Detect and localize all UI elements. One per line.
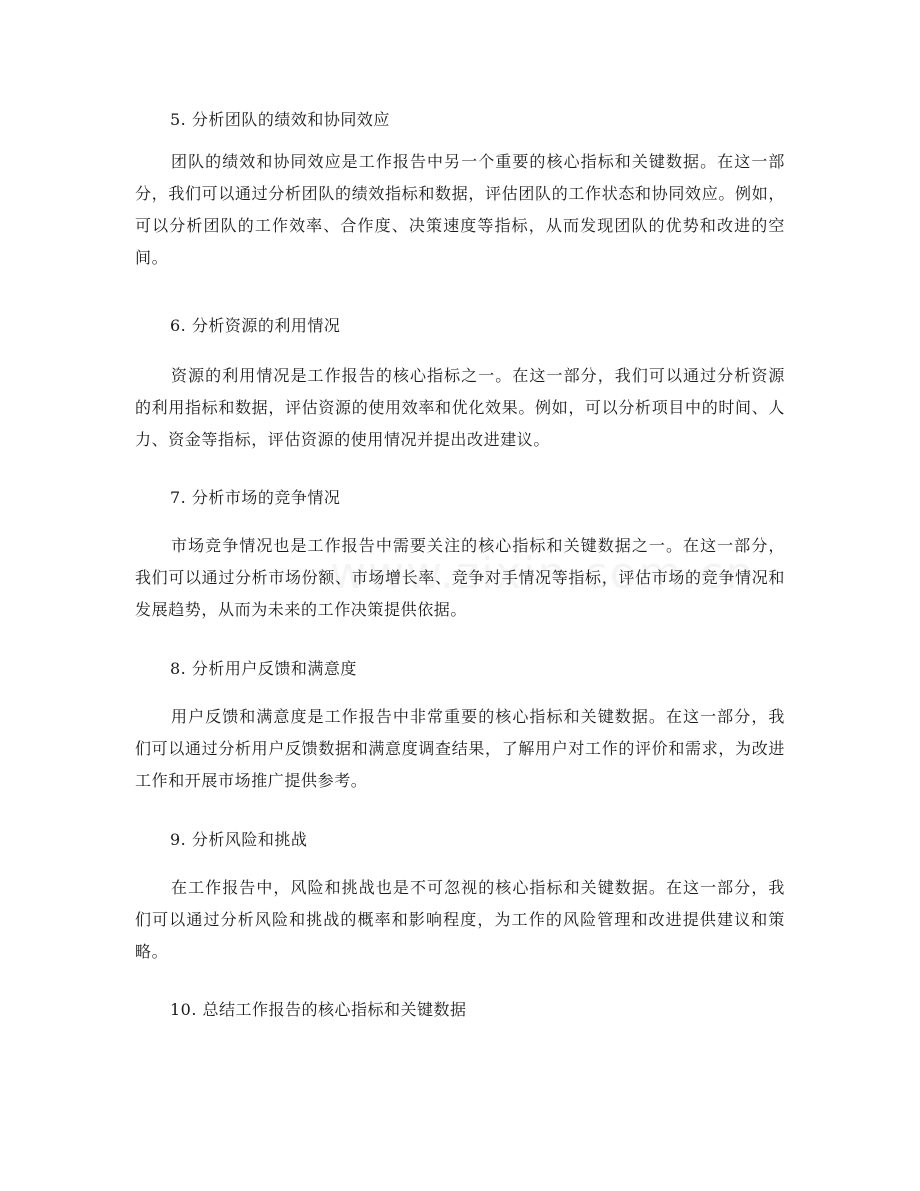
section-body-7: 市场竞争情况也是工作报告中需要关注的核心指标和关键数据之一。在这一部分，我们可以通过分析市场份额、市场增长率、竞争对手情况等指标，评估市场的竞争情况和发展趋势，从而为未来的工作决策提供依据。 — [135, 536, 785, 619]
section-heading-9: 9. 分析风险和挑战 — [170, 830, 308, 849]
section-body-6: 资源的利用情况是工作报告的核心指标之一。在这一部分，我们可以通过分析资源的利用指标和数据，评估资源的使用效率和优化效果。例如，可以分析项目中的时间、人力、资金等指标，评估资源的使用情况并提出改进建议。 — [135, 366, 785, 449]
section-heading-5: 5. 分析团队的绩效和协同效应 — [170, 110, 390, 129]
section-body-8: 用户反馈和满意度是工作报告中非常重要的核心指标和关键数据。在这一部分，我们可以通过分析用户反馈数据和满意度调查结果，了解用户对工作的评价和需求，为改进工作和开展市场推广提供参考。 — [135, 707, 785, 790]
section-heading-8: 8. 分析用户反馈和满意度 — [170, 659, 357, 678]
section-heading-6: 6. 分析资源的利用情况 — [170, 316, 341, 335]
section-heading-10: 10. 总结工作报告的核心指标和关键数据 — [170, 1000, 467, 1019]
section-body-5: 团队的绩效和协同效应是工作报告中另一个重要的核心指标和关键数据。在这一部分，我们可以通过分析团队的绩效指标和数据，评估团队的工作状态和协同效应。例如，可以分析团队的工作效率、合作度、决策速度等指标，从而发现团队的优势和改进的空间。 — [135, 152, 785, 267]
section-body-9: 在工作报告中，风险和挑战也是不可忽视的核心指标和关键数据。在这一部分，我们可以通过分析风险和挑战的概率和影响程度，为工作的风险管理和改进提供建议和策略。 — [135, 878, 785, 961]
section-heading-7: 7. 分析市场的竞争情况 — [170, 488, 341, 507]
